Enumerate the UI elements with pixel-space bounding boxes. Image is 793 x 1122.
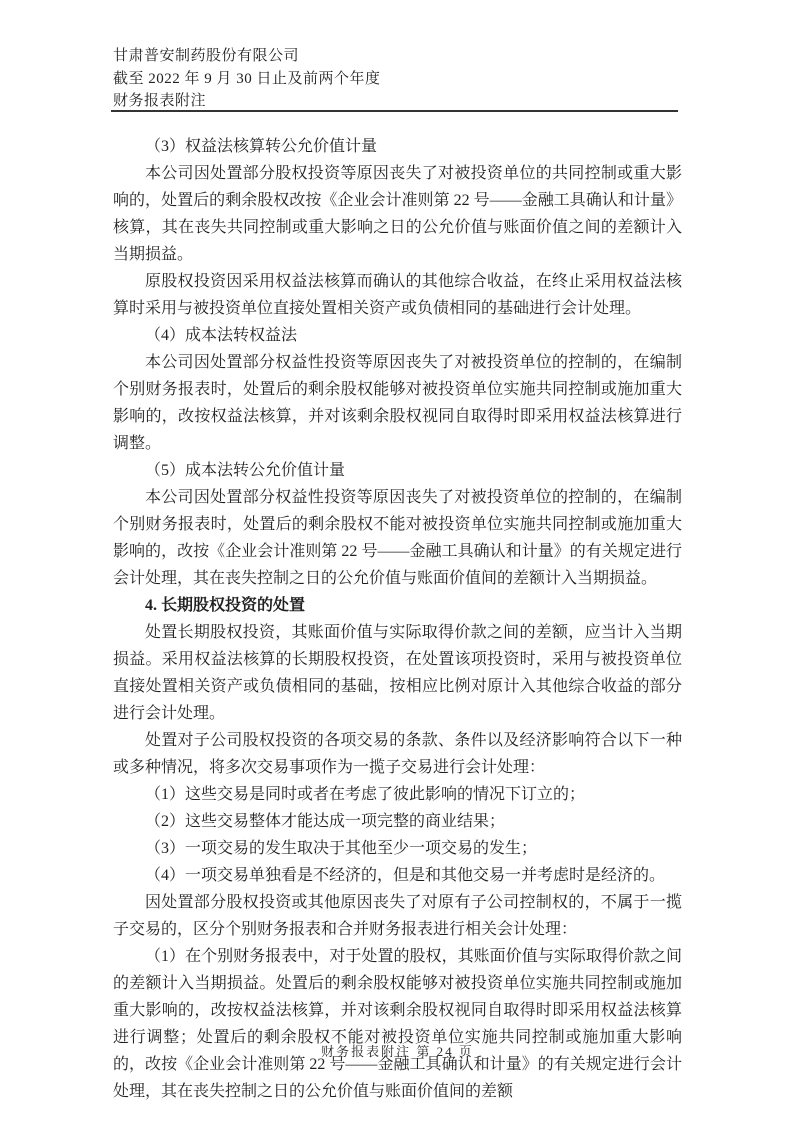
page-footer: [113, 1041, 682, 1060]
list-item-1: （1）这些交易是同时或者在考虑了彼此影响的情况下订立的；: [145, 786, 586, 803]
body-paragraph: 本公司因处置部分权益性投资等原因丧失了对被投资单位的控制的，在编制个别财务报表时，处置后的剩余股权不能对被投资单位实施共同控制或施加重大影响的，改按《企业会计准则第 22 号——金融工具确认和计量》的有关规定进行会计处理，其在丧失控制之日的公允价值与账面价值间的差额计入当期损益。: [113, 489, 682, 587]
page-header: [113, 45, 381, 113]
body-paragraph: 原股权投资因采用权益法核算而确认的其他综合收益，在终止采用权益法核算时采用与被投资单位直接处置相关资产或负债相同的基础进行会计处理。: [113, 273, 682, 317]
list-item-3: （3）一项交易的发生取决于其他至少一项交易的发生；: [145, 840, 538, 857]
company-name: 甘肃普安制药股份有限公司: [113, 48, 300, 64]
document-title: 财务报表附注: [113, 93, 207, 109]
header-divider-line: [111, 110, 678, 112]
list-item-4: （4）一项交易单独看是不经济的，但是和其他交易一并考虑时是经济的。: [145, 867, 666, 884]
subsection-heading-3: （3）权益法核算转公允价值计量: [145, 138, 378, 155]
section-heading-4: 4. 长期股权投资的处置: [145, 597, 306, 614]
subsection-heading-5: （5）成本法转公允价值计量: [145, 462, 346, 479]
body-paragraph: （1）在个别财务报表中，对于处置的股权，其账面价值与实际取得价款之间的差额计入当期损益。处置后的剩余股权能够对被投资单位实施共同控制或施加重大影响的，改按权益法核算，并对该剩余股权视同自取得时即采用权益法核算进行调整；处置后的剩余股权不能对被投资单位实施共同控制或施加重大影响的，改按《企业会计准则第 22 号——金融工具确认和计量》的有关规定进行会计处理，其在丧失控制之日的公允价值与账面价值间的差额: [113, 948, 682, 1100]
body-paragraph: 本公司因处置部分权益性投资等原因丧失了对被投资单位的控制的，在编制个别财务报表时，处置后的剩余股权能够对被投资单位实施共同控制或施加重大影响的，改按权益法核算，并对该剩余股权视同自取得时即采用权益法核算进行调整。: [113, 354, 682, 452]
document-body: [113, 133, 682, 1105]
body-paragraph: 因处置部分股权投资或其他原因丧失了对原有子公司控制权的，不属于一揽子交易的，区分个别财务报表和合并财务报表进行相关会计处理：: [113, 894, 682, 938]
list-item-2: （2）这些交易整体才能达成一项完整的商业结果；: [145, 813, 506, 830]
body-paragraph: 处置长期股权投资，其账面价值与实际取得价款之间的差额，应当计入当期损益。采用权益法核算的长期股权投资，在处置该项投资时，采用与被投资单位直接处置相关资产或负债相同的基础，按相应比例对原计入其他综合收益的部分进行会计处理。: [113, 624, 682, 722]
report-period: 截至 2022 年 9 月 30 日止及前两个年度: [113, 70, 381, 87]
footer-page-number-label: 财务报表附注 第 24 页: [321, 1044, 474, 1059]
subsection-heading-4: （4）成本法转权益法: [145, 327, 298, 344]
body-paragraph: 处置对子公司股权投资的各项交易的条款、条件以及经济影响符合以下一种或多种情况，将多次交易事项作为一揽子交易进行会计处理：: [113, 732, 682, 776]
body-paragraph: 本公司因处置部分股权投资等原因丧失了对被投资单位的共同控制或重大影响的，处置后的剩余股权改按《企业会计准则第 22 号——金融工具确认和计量》核算，其在丧失共同控制或重大影响之日的公允价值与账面价值之间的差额计入当期损益。: [113, 165, 682, 263]
